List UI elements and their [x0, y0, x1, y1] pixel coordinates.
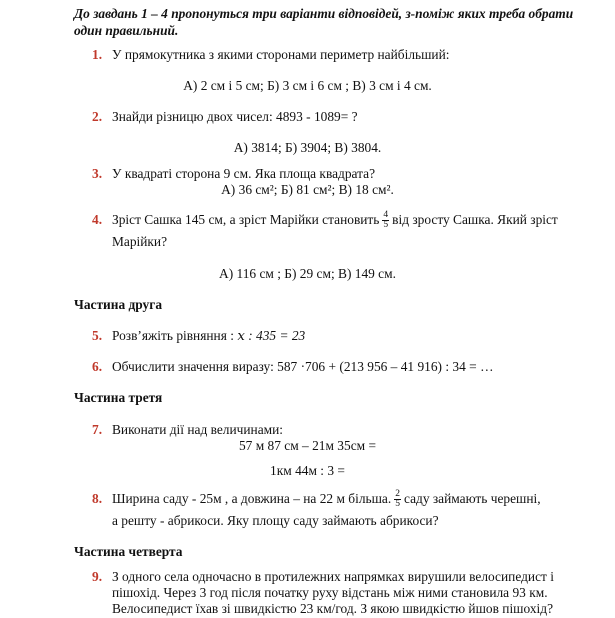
question-text: У квадраті сторона 9 см. Яка площа квадрата? [112, 166, 376, 181]
question-1 [92, 46, 582, 64]
fraction [394, 490, 401, 509]
fraction-numerator: 4 [383, 210, 389, 221]
section-heading-part3: Частина третя [74, 390, 163, 405]
section-heading-part2: Частина друга [74, 297, 163, 312]
fraction-numerator: 2 [395, 489, 400, 500]
question-number: 1. [92, 47, 103, 62]
answers-2: А) 3814; Б) 3904; В) 3804. [233, 140, 382, 155]
q7-expression-2: 1км 44м : 3 = [270, 463, 345, 478]
question-number: 7. [92, 422, 103, 437]
question-number: 6. [92, 359, 103, 374]
question-5 [92, 327, 582, 345]
question-number: 2. [92, 109, 103, 124]
question-number: 9. [92, 569, 103, 584]
question-8 [92, 490, 576, 509]
answers-1: А) 2 см і 5 см; Б) 3 см і 6 см ; В) 3 см і 4 см. [183, 78, 432, 93]
question-9-line3: Велосипедист їхав зі швидкістю 23 км/год. З якою швидкістю йшов пішохід? [112, 601, 554, 616]
fraction [382, 211, 389, 230]
fraction-denominator: 5 [395, 499, 400, 510]
equation: 𝑥 : 435 = 23 [237, 328, 306, 343]
question-9-line2: пішохід. Через 3 год після початку руху відстань між ними становила 93 км. [112, 585, 548, 600]
fraction-denominator: 5 [383, 220, 389, 231]
question-number: 5. [92, 328, 103, 343]
question-number: 3. [92, 166, 103, 181]
answers-3: А) 36 см²; Б) 81 см²; В) 18 см². [221, 182, 394, 197]
q7-expression-1: 57 м 87 см – 21м 35см = [238, 438, 377, 453]
question-4-line2: Марійки? [112, 234, 168, 249]
question-text: Ширина саду - 25м , а довжина – на 22 м більша. [112, 491, 392, 506]
question-8-line2: а решту - абрикоси. Яку площу саду займають абрикоси? [112, 513, 439, 528]
question-text: Виконати дії над величинами: [112, 422, 284, 437]
question-4 [92, 211, 576, 230]
question-text: З одного села одночасно в протилежних напрямках вирушили велосипедист і [112, 569, 554, 584]
question-text-cont: саду займають черешні, [403, 491, 541, 506]
question-6 [92, 358, 602, 376]
question-text-cont: від зросту Сашка. Який зріст [392, 212, 558, 227]
question-number: 8. [92, 491, 103, 506]
question-2 [92, 108, 582, 126]
instructions: До завдань 1 – 4 пропонуться три варіанти відповідей, з-поміж яких треба обрати один правильний. [74, 6, 574, 38]
question-text: Зріст Сашка 145 см, а зріст Марійки становить [112, 212, 380, 227]
question-text: У прямокутника з якими сторонами периметр найбільший: [112, 47, 450, 62]
question-text: Обчислити значення виразу: 587 ·706 + (213 956 – 41 916) : 34 = … [112, 359, 494, 374]
section-heading-part4: Частина четверта [74, 544, 183, 559]
question-text: Розв’яжіть рівняння : [112, 328, 234, 343]
question-number: 4. [92, 212, 103, 227]
question-text: Знайди різницю двох чисел: 4893 - 1089= ? [112, 109, 358, 124]
answers-4: А) 116 см ; Б) 29 см; В) 149 см. [219, 266, 396, 281]
